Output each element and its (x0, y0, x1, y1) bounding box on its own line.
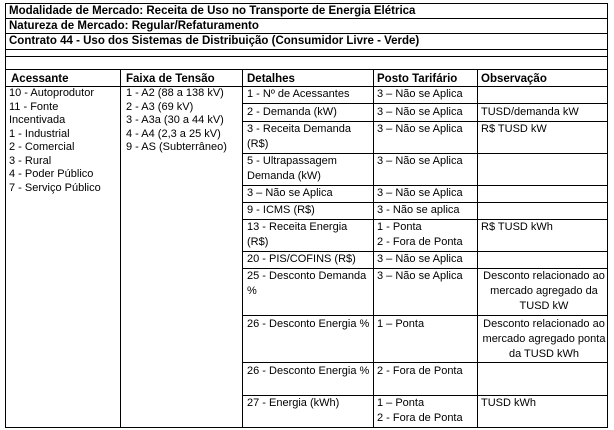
posto-cell: 2 - Fora de Ponta (377, 236, 463, 248)
row-border (242, 103, 607, 104)
posto-cell: 2 - Fora de Ponta (377, 365, 463, 377)
row-border (242, 315, 607, 316)
column-divider (120, 70, 121, 427)
posto-cell: 3 – Não se Aplica (377, 123, 463, 135)
detail-cell: 25 - Desconto Demanda % (247, 270, 367, 297)
faixa-tensao-item: 2 - A3 (69 kV) (126, 100, 194, 113)
observation-cell: TUSD kWh (481, 397, 536, 409)
column-header-posto-tarifario: Posto Tarifário (377, 73, 458, 85)
posto-cell: 1 - Ponta (377, 221, 422, 233)
observation-cell: Desconto relacionado ao mercado agregado da TUSD kW (483, 270, 605, 312)
detail-cell: 27 - Energia (kWh) (247, 397, 340, 409)
posto-cell: 3 – Não se Aplica (377, 106, 463, 118)
column-divider (373, 70, 374, 427)
row-border (242, 362, 607, 363)
detail-cell: 3 - Receita Demanda (R$) (247, 123, 351, 150)
posto-cell: 2 - Fora de Ponta (377, 412, 463, 424)
posto-cell: 3 – Não se Aplica (377, 88, 463, 100)
detail-cell: 1 - Nº de Acessantes (247, 88, 350, 100)
faixa-tensao-item: 4 - A4 (2,3 a 25 kV) (126, 127, 221, 140)
detail-cell: 20 - PIS/COFINS (R$) (247, 253, 356, 265)
column-header-observacao: Observação (481, 73, 547, 85)
posto-cell: 3 – Não se Aplica (377, 187, 463, 199)
acessante-item: 1 - Industrial (9, 127, 70, 140)
detail-cell: 13 - Receita Energia (R$) (247, 221, 348, 248)
faixa-tensao-item: 3 - A3a (30 a 44 kV) (126, 114, 224, 126)
faixa-tensao-item: 9 - AS (Subterrâneo) (126, 141, 227, 153)
posto-cell: 3 – Não se Aplica (377, 270, 463, 282)
header-divider (6, 50, 607, 57)
observation-cell: TUSD/demanda kW (481, 106, 579, 118)
posto-cell: 1 – Ponta (377, 318, 425, 330)
faixa-tensao-list (126, 87, 240, 155)
market-modality-heading: Modalidade de Mercado: Receita de Uso no Transporte de Energia Elétrica (6, 4, 607, 19)
observation-cell: Desconto relacionado ao mercado agregado ponta da TUSD kWh (482, 318, 606, 360)
acessante-item: 2 - Comercial (9, 141, 75, 153)
detail-cell: 3 – Não se Aplica (247, 187, 333, 199)
acessante-item: 10 - Autoprodutor (9, 87, 95, 99)
posto-cell: 3 – Não se Aplica (377, 155, 463, 167)
column-divider (242, 70, 243, 427)
column-header-detalhes: Detalhes (247, 73, 295, 85)
detail-cell: 26 - Desconto Energia % (247, 365, 370, 377)
contract-heading: Contrato 44 - Uso dos Sistemas de Distribuição (Consumidor Livre - Verde) (6, 34, 607, 50)
posto-cell: 3 – Não se Aplica (377, 253, 463, 265)
column-divider (477, 70, 478, 427)
detail-cell: 5 - Ultrapassagem Demanda (kW) (247, 155, 337, 182)
observation-cell: R$ TUSD kWh (481, 221, 553, 233)
posto-cell: 1 – Ponta (377, 397, 425, 409)
acessante-item: 11 - Fonte Incentivada (9, 100, 66, 126)
table-frame (5, 3, 608, 428)
acessante-item: 3 - Rural (9, 154, 52, 167)
detail-cell: 9 - ICMS (R$) (247, 204, 315, 216)
detail-cell: 2 - Demanda (kW) (247, 106, 337, 118)
column-header-faixa-tensao: Faixa de Tensão (126, 73, 215, 85)
market-nature-heading: Natureza de Mercado: Regular/Refaturamento (6, 19, 607, 34)
detail-cell: 26 - Desconto Energia % (247, 318, 370, 330)
observation-cell: R$ TUSD kW (481, 123, 547, 135)
faixa-tensao-item: 1 - A2 (88 a 138 kV) (126, 87, 224, 99)
blank-row (6, 57, 607, 70)
acessante-list (9, 87, 117, 195)
column-header-acessante: Acessante (11, 73, 69, 85)
acessante-item: 7 - Serviço Público (9, 181, 101, 194)
posto-cell: 3 - Não se aplica (377, 204, 460, 216)
acessante-item: 4 - Poder Público (9, 168, 94, 180)
